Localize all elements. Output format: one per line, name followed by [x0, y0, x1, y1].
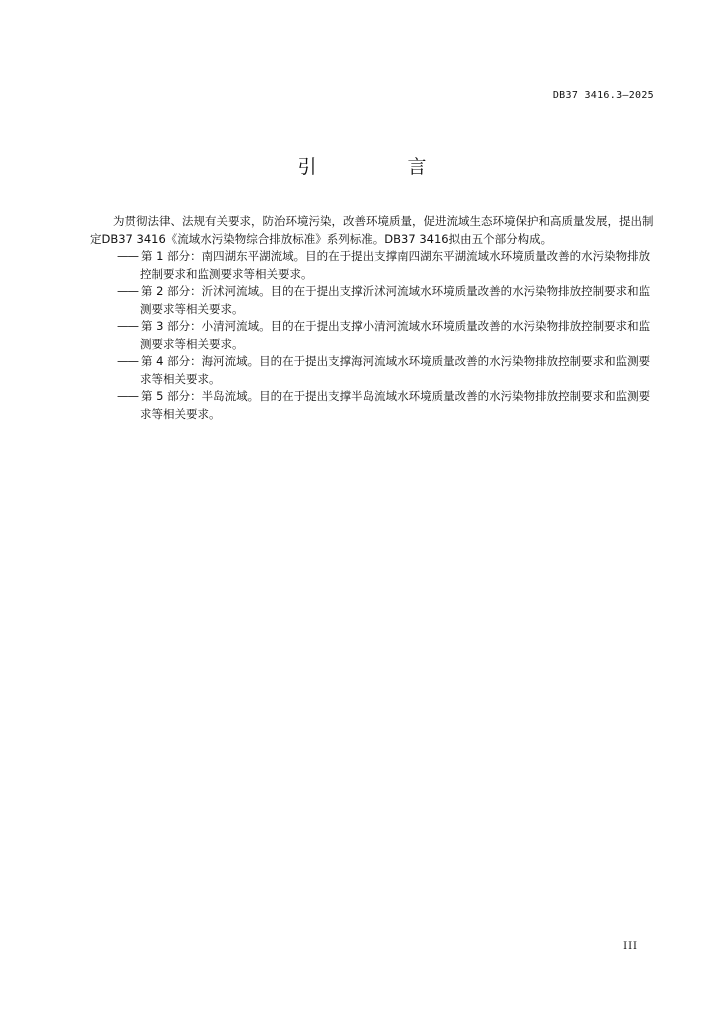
- dash-marker: ——: [117, 249, 138, 263]
- page-title: 引 言: [297, 156, 463, 178]
- part-1-text: 第 1 部分：南四湖东平湖流域。目的在于提出支撑南四湖东平湖流域水环境质量改善的水污染物排放控制要求和监测要求等相关要求。: [140, 249, 651, 281]
- dash-marker: ——: [117, 354, 138, 368]
- dash-marker: ——: [117, 389, 138, 403]
- dash-marker: ——: [117, 284, 138, 298]
- intro-paragraph: 为贯彻法律、法规有关要求，防治环境污染，改善环境质量，促进流域生态环境保护和高质量发展，提出制定DB37 3416《流域水污染物综合排放标准》系列标准。DB37 3416拟由五个部分构成。: [90, 214, 654, 246]
- dash-marker: ——: [117, 319, 138, 333]
- page-number: III: [623, 941, 638, 952]
- list-item-part-1: [90, 248, 658, 283]
- list-item-part-4: [90, 353, 658, 388]
- list-item-part-3: [90, 318, 658, 353]
- part-3-text: 第 3 部分：小清河流域。目的在于提出支撑小清河流域水环境质量改善的水污染物排放控制要求和监测要求等相关要求。: [140, 319, 651, 351]
- part-2-text: 第 2 部分：沂沭河流域。目的在于提出支撑沂沭河流域水环境质量改善的水污染物排放控制要求和监测要求等相关要求。: [140, 284, 651, 316]
- list-item-part-5: [90, 388, 658, 423]
- document-code: DB37 3416.3—2025: [552, 90, 654, 101]
- body-text: [90, 213, 658, 423]
- part-5-text: 第 5 部分：半岛流域。目的在于提出支撑半岛流域水环境质量改善的水污染物排放控制要求和监测要求等相关要求。: [140, 389, 651, 421]
- list-item-part-2: [90, 283, 658, 318]
- part-4-text: 第 4 部分：海河流域。目的在于提出支撑海河流域水环境质量改善的水污染物排放控制要求和监测要求等相关要求。: [140, 354, 651, 386]
